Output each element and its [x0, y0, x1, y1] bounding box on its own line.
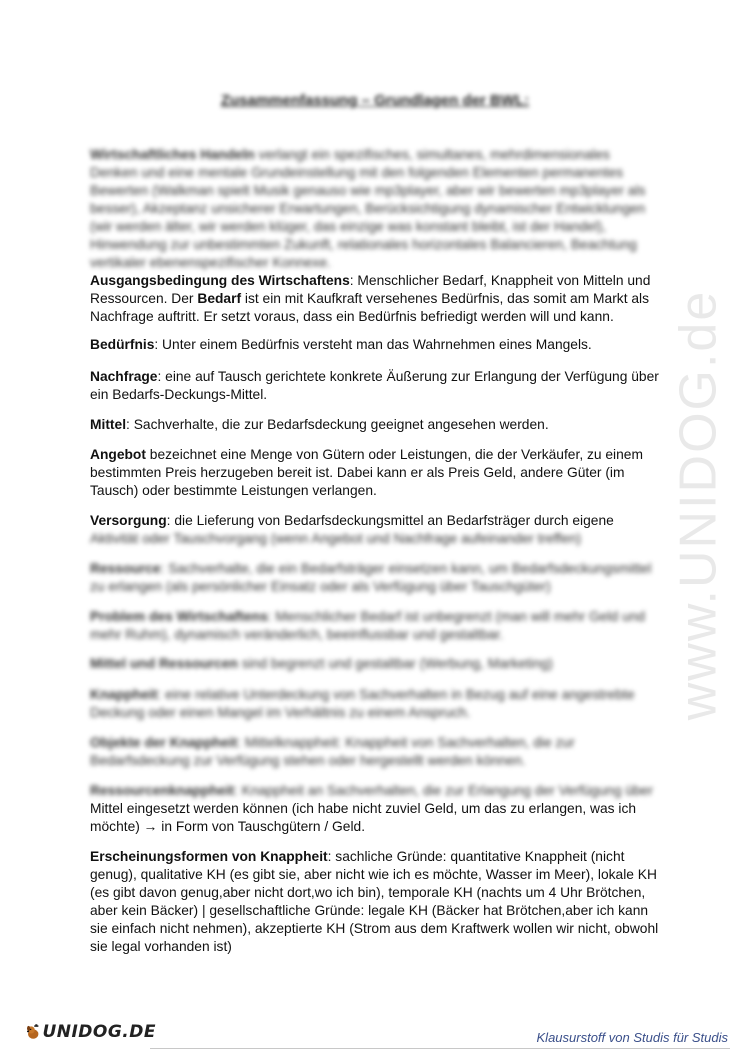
dog-mascot-icon — [26, 1017, 40, 1047]
paragraph-versorgung — [90, 512, 660, 548]
definition: : Mittelknappheit: Knappheit von Sachverhalten, die zur Bedarfsdeckung zur Verfügung stehen oder hergestellt werden können. — [90, 735, 575, 768]
definition-blurred: Aktivität oder Tauschvorgang (wenn Angebot und Nachfrage aufeinander treffen) — [90, 531, 582, 546]
paragraph-problem-des-wirtschaftens — [90, 608, 660, 644]
definition: : Menschlicher Bedarf ist unbegrenzt (man will mehr Geld und mehr Ruhm), dynamisch veränderlich, beeinflussbar und gestaltbar. — [90, 609, 646, 642]
paragraph-erscheinungsformen — [90, 848, 660, 956]
term: Ressourcenknappheit — [90, 783, 235, 798]
definition: : eine auf Tausch gerichtete konkrete Äußerung zur Erlangung der Verfügung über ein Bedarfs-Deckungs-Mittel. — [90, 369, 659, 402]
term: Ausgangsbedingung des Wirtschaftens — [90, 273, 350, 288]
definition-bedarf: ist ein mit Kaufkraft versehenes Bedürfnis, das somit am Markt als Nachfrage auftritt. Er setzt voraus, dass ein Bedürfnis befriedigt werden will und kann. — [90, 291, 649, 324]
definition: verlangt ein spezifisches, simultanes, mehrdimensionales Denken und eine mentale Grundeinstellung mit den folgenden Elementen permanentes Bewerten (Walkman spielt Musik genauso wie mp3player, aber wir bewerten mp3player als besser), Akzeptanz unsicherer Erwartungen, Berücksichtigung dynamischer Entwicklungen (wir werden älter, wir werden klüger, das einzige was konstant bleibt, ist der Handel), Hinwendung zur unbestimmten Zukunft, relationales horizontales Balancieren, Beachtung vertikaler ebenenspezifischer Konnexe. — [90, 147, 646, 270]
paragraph-wirtschaftliches-handeln — [90, 146, 660, 272]
paragraph-nachfrage — [90, 368, 660, 404]
definition: : sachliche Gründe: quantitative Knappheit (nicht genug), qualitative KH (es gibt sie, aber nicht wie ich es möchte, Wasser im Meer), lokale KH (es gibt davon genug,aber nicht dort,wo ich bin), temporale KH (nachts um 4 Uhr Brötchen, aber kein Bäcker) | gesellschaftliche Gründe: legale KH (Bäcker hat Brötchen,aber ich kann sie einfach nicht nehmen), akzeptierte KH (Strom aus dem Kraftwerk wollen wir nicht, obwohl sie legal vorhanden ist) — [90, 849, 659, 954]
paragraph-ressourcenknappheit — [90, 782, 660, 836]
paragraph-knappheit — [90, 686, 660, 722]
term: Problem des Wirtschaftens — [90, 609, 268, 624]
first-line-blurred — [90, 782, 660, 800]
paragraph-ausgangsbedingung — [90, 272, 660, 326]
definition: : Menschlicher Bedarf, Knappheit von Mitteln und Ressourcen. Der — [90, 273, 651, 306]
paragraph-ressource — [90, 560, 660, 596]
term: Bedürfnis — [90, 337, 155, 352]
definition: : eine relative Unterdeckung von Sachverhalten in Bezug auf eine angestrebte Deckung oder einen Mangel im Verhältnis zu einem Anspruch. — [90, 687, 635, 720]
definition: bezeichnet eine Menge von Gütern oder Leistungen, die der Verkäufer, zu einem bestimmten Preis herzugeben bereit ist. Dabei kann er als Preis Geld, andere Güter (im Tausch) oder bestimmte Leistungen verlangen. — [90, 447, 643, 498]
definition: : Unter einem Bedürfnis versteht man das Wahrnehmen eines Mangels. — [154, 337, 592, 352]
paragraph-mittel — [90, 416, 660, 434]
term: Angebot — [90, 447, 146, 462]
definition: sind begrenzt und gestaltbar (Werbung, Marketing) — [237, 656, 553, 671]
paragraph-beduerfnis — [90, 336, 660, 354]
term: Mittel und Ressourcen — [90, 656, 238, 671]
page-title: Zusammenfassung – Grundlagen der BWL: — [220, 92, 530, 109]
term: Wirtschaftliches Handeln — [90, 147, 255, 162]
logo-text: UNIDOG.DE — [42, 1022, 156, 1042]
paragraph-angebot — [90, 446, 660, 500]
term-bedarf: Bedarf — [197, 291, 242, 306]
footer-tagline: Klausurstoff von Studis für Studis — [536, 1030, 728, 1045]
watermark — [668, 280, 728, 730]
term: Mittel — [90, 417, 127, 432]
term: Versorgung — [90, 513, 167, 528]
unidog-logo[interactable] — [26, 1014, 156, 1050]
definition-blurred: : Knappheit an Sachverhalten, die zur Erlangung der Verfügung über — [234, 783, 653, 798]
watermark-text: www.UNIDOG.de — [669, 289, 727, 721]
definition: : die Lieferung von Bedarfsdeckungsmittel an Bedarfsträger durch eigene — [166, 513, 614, 528]
term: Knappheit — [90, 687, 158, 702]
term: Erscheinungsformen von Knappheit — [90, 849, 328, 864]
definition: : Sachverhalte, die zur Bedarfsdeckung geeignet angesehen werden. — [126, 417, 549, 432]
paragraph-mittel-und-ressourcen — [90, 655, 660, 673]
paragraph-objekte-der-knappheit — [90, 734, 660, 770]
definition: Mittel eingesetzt werden können (ich habe nicht zuviel Geld, um das zu erlangen, was ich möchte) → in Form von Tauschgütern / Geld. — [90, 801, 637, 834]
definition: : Sachverhalte, die ein Bedarfsträger einsetzen kann, um Bedarfsdeckungsmittel zu erlangen (als persönlicher Einsatz oder als Verfügung über Tauschgüter) — [90, 561, 652, 594]
term: Ressource — [90, 561, 161, 576]
term: Objekte der Knappheit — [90, 735, 238, 750]
footer-divider — [150, 1048, 730, 1049]
term: Nachfrage — [90, 369, 158, 384]
